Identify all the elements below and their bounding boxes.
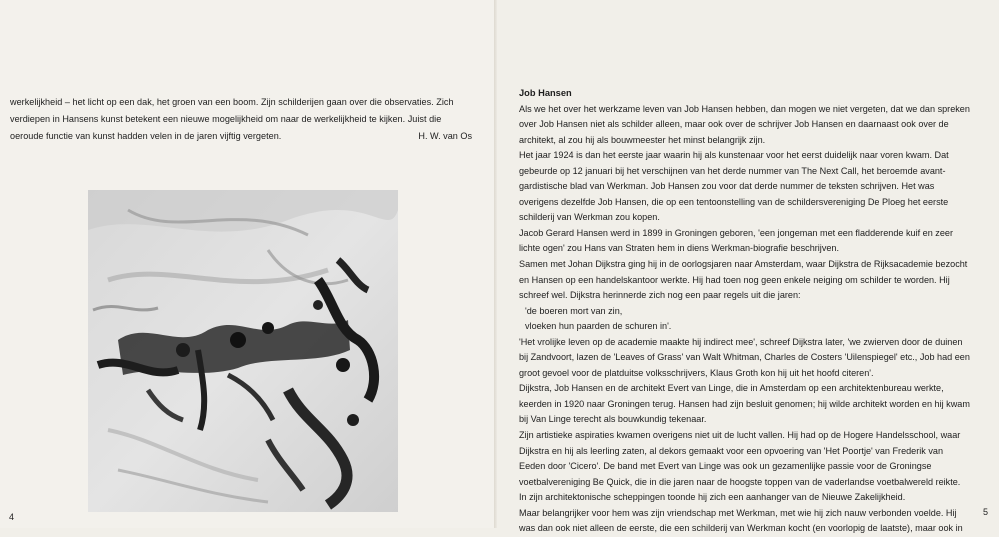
article-column — [519, 86, 997, 537]
page-number-left: 4 — [9, 512, 15, 522]
article-text-line: Zijn artistieke aspiraties kwamen overigens niet uit de lucht vallen. Hij had op de Hogere Handelsschool, waar — [519, 430, 961, 441]
left-page — [0, 0, 496, 528]
article-text-line: gardistische blad van Werkman. Job Hansen zou voor dat derde nummer de teksten schrijven. Het was — [519, 181, 935, 192]
article-text-line: groot gevoel voor de platduitse volksschrijvers, Klaus Groth kon hij uit het hoofd citeren'. — [519, 367, 874, 378]
left-text-line: oeroude functie van kunst hadden velen in de jaren vijftig vergeten. — [10, 131, 282, 141]
article-text-line: Dijkstra, Job Hansen en de architekt Evert van Linge, die in Amsterdam op een architektenbureau werkte, — [519, 383, 944, 394]
article-text-line: was dan ook niet alleen de eerste, die een schilderij van Werkman kocht (en voorlopig de laatste), maar ook in — [519, 523, 963, 534]
article-text-line: overigens dezelfde Job Hansen, die op een tentoonstelling van de schildersvereniging De Ploeg het eerste — [519, 196, 949, 207]
painting-reproduction — [88, 190, 398, 512]
article-text-line: Als we het over het werkzame leven van Job Hansen hebben, dan mogen we niet vergeten, dat we dan spreken — [519, 103, 970, 114]
article-body — [519, 102, 997, 537]
article-text-line: bij Zandvoort, lazen de 'Leaves of Grass' van Walt Whitman, Charles de Costers 'Uilenspiegel' etc., Job had een — [519, 352, 970, 363]
article-text-line: Jacob Gerard Hansen werd in 1899 in Groningen geboren, 'een jongeman met een fladderende kuif en zeer — [519, 227, 953, 238]
article-text-line: schreef wel. Dijkstra herinnerde zich nog een paar regels uit die jaren: — [519, 290, 801, 301]
article-text-line: 'Het vrolijke leven op de academie maakte hij indirect mee', schreef Dijkstra later, 'we zwierven door de duinen — [519, 336, 963, 347]
article-text-line: In zijn architektonische scheppingen toonde hij zich een aanhanger van de Nieuwe Zakelijkheid. — [519, 492, 906, 503]
article-text-line: Het jaar 1924 is dan het eerste jaar waarin hij als kunstenaar voor het eerst duidelijk naar voren kwam. Dat — [519, 150, 949, 161]
article-text-line: architekt, al zou hij als bouwmeester het minst belangrijk zijn. — [519, 134, 766, 145]
article-text-line: vloeken hun paarden de schuren in'. — [525, 321, 672, 332]
article-text-line: Samen met Johan Dijkstra ging hij in de oorlogsjaren naar Amsterdam, waar Dijkstra de Rijksacademie bezocht — [519, 259, 968, 270]
right-page — [497, 0, 999, 534]
article-text-line: Dijkstra en hij als leerling zaten, al dekors gemaakt voor een opvoering van 'Het Poortje' van Frederik van — [519, 445, 944, 456]
page-number-right: 5 — [982, 507, 988, 517]
article-text-line: Eeden door 'Cicero'. De band met Evert van Linge was ook un gezamenlijke passie voor de Groningse — [519, 461, 932, 472]
article-text-line: lichte ogen' zou Hans van Straten hem in diens Werkman-biografie beschrijven. — [519, 243, 840, 254]
author-signature: H. W. van Os — [418, 131, 472, 141]
left-text-line: werkelijkheid – het licht op een dak, het groen van een boom. Zijn schilderijen gaan over die observaties. Zich — [10, 97, 454, 107]
left-page-text — [10, 94, 476, 145]
article-text-line: bij Van Linge terecht als bouwkundig tekenaar. — [519, 414, 707, 425]
article-text-line: over Job Hansen niet als schilder alleen, maar ook over de schrijver Job Hansen en daarnaast ook over de — [519, 119, 949, 130]
article-text-line: Maar belangrijker voor hem was zijn vriendschap met Werkman, met wie hij zich nauw verbonden voelde. Hij — [519, 507, 957, 518]
left-text-line: verdiepen in Hansens kunst betekent een nieuwe mogelijkheid om naar de werkelijkheid te kijken. Juist die — [10, 114, 442, 124]
article-text-line: 'de boeren mort van zin, — [525, 305, 623, 316]
article-text-line: en Hansen op een handelskantoor werkte. Hij had toen nog geen enkele neiging om schilder te worden. Hij — [519, 274, 950, 285]
article-text-line: keerden in 1920 naar Groningen terug. Hansen had zijn besluit genomen; hij wilde architekt worden en hij kwam — [519, 398, 970, 409]
article-text-line: voetbalvereniging Be Quick, die in die jaren naar de hoogste toppen van de vaderlandse voetbalwereld reikte. — [519, 476, 961, 487]
article-heading: Job Hansen — [519, 88, 572, 98]
article-text-line: schilderij van Werkman zou kopen. — [519, 212, 660, 223]
article-text-line: gebeurde op 12 januari bij het verschijnen van het derde nummer van The Next Call, het beroemde avant- — [519, 165, 946, 176]
